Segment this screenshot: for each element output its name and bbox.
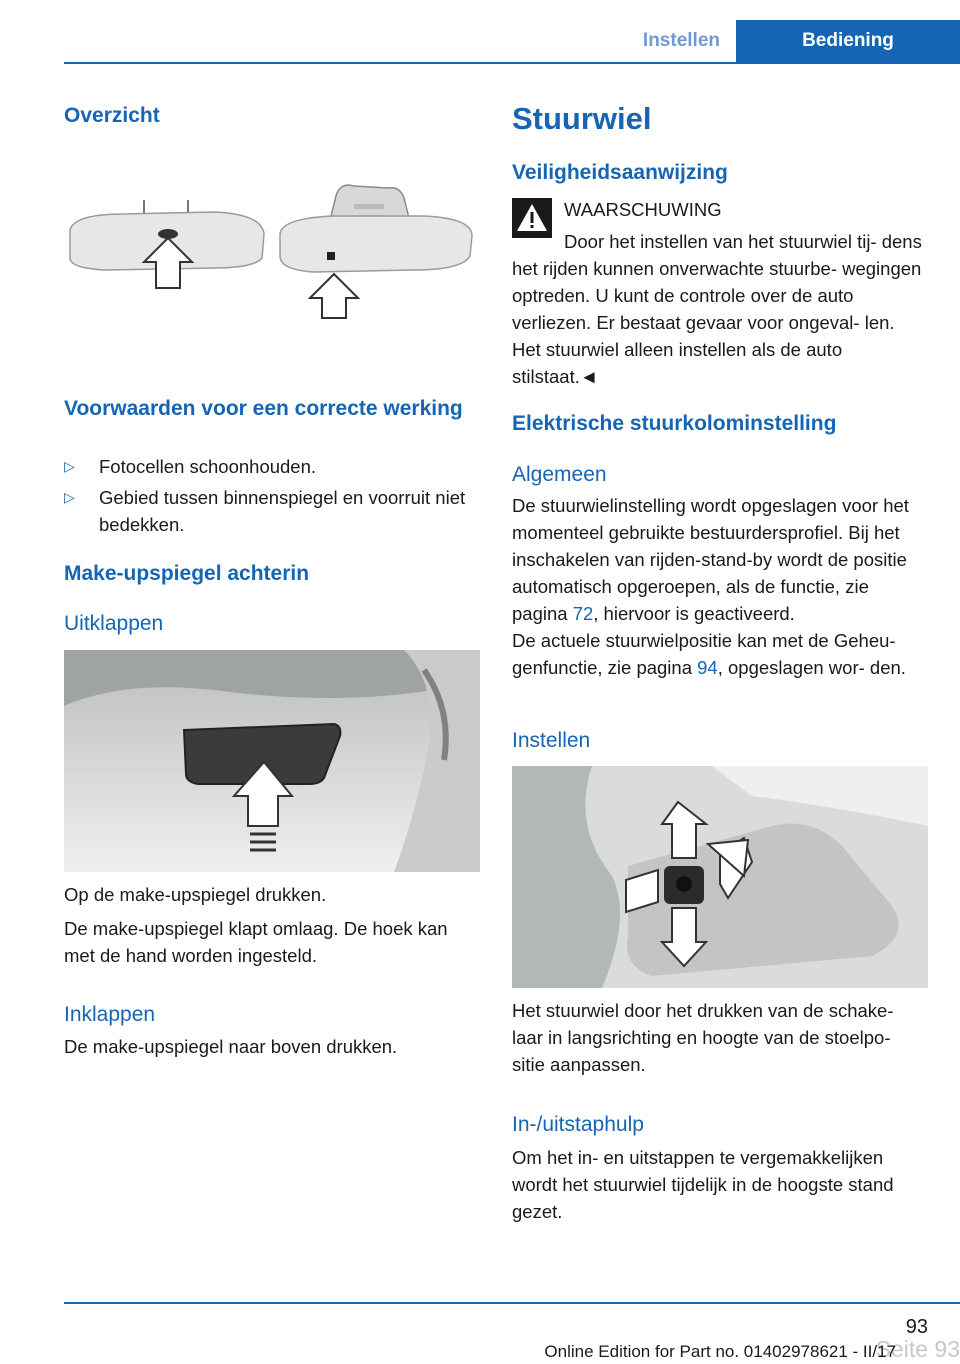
- inklappen-paragraph: De make-upspiegel naar boven drukken.: [64, 1036, 398, 1057]
- instellen-paragraph: Het stuurwiel door het drukken van de schake- laar in langsrichting en hoogte van de stoelpo- sitie aanpassen.: [512, 1000, 894, 1075]
- uitklappen-paragraph-1: Op de make-upspiegel drukken.: [64, 884, 327, 905]
- page-link-72[interactable]: 72: [572, 603, 594, 624]
- list-item: [64, 453, 480, 480]
- heading-uitklappen: Uitklappen: [64, 612, 164, 635]
- page-number: 93: [905, 1316, 928, 1338]
- heading-veiligheidsaanwijzing: Veiligheidsaanwijzing: [512, 161, 728, 184]
- heading-overzicht: Overzicht: [64, 104, 160, 127]
- list-item-text: Gebied tussen binnenspiegel en voorruit niet bedekken.: [99, 487, 466, 535]
- page-footer: [64, 1302, 960, 1364]
- tab-instellen[interactable]: Instellen: [642, 30, 720, 51]
- edition-text: Online Edition for Part no. 01402978621 - II/17: [544, 1342, 896, 1361]
- tab-bediening[interactable]: Bediening: [736, 20, 960, 62]
- makeup-mirror-photo: [64, 650, 480, 872]
- instap-paragraph: Om het in- en uitstappen te vergemakkelijken wordt het stuurwiel tijdelijk in de hoogste stand gezet.: [512, 1147, 894, 1222]
- heading-algemeen: Algemeen: [512, 463, 607, 486]
- warning-label: WAARSCHUWING: [564, 199, 722, 220]
- heading-make-upspiegel: Make-upspiegel achterin: [64, 562, 310, 585]
- algemeen-paragraph-2: De actuele stuurwielpositie kan met de Geheu- genfunctie, zie pagina 94, opgeslagen wor- den.: [512, 630, 906, 678]
- heading-in-uitstaphulp: In-/uitstaphulp: [512, 1113, 644, 1136]
- uitklappen-paragraph-2: De make-upspiegel klapt omlaag. De hoek kan met de hand worden ingesteld.: [64, 918, 448, 966]
- interior-mirror-illustration: [64, 178, 480, 368]
- triangle-bullet-icon: ▷: [64, 458, 75, 474]
- heading-stuurwiel: Stuurwiel: [512, 101, 652, 136]
- heading-instellen: Instellen: [512, 729, 591, 752]
- list-item: [64, 484, 480, 538]
- heading-voorwaarden: Voorwaarden voor een correcte werking: [64, 397, 463, 420]
- heading-inklappen: Inklappen: [64, 1003, 156, 1026]
- algemeen-paragraph-1: De stuurwielinstelling wordt opgeslagen voor het momenteel gebruikte bestuurdersprofiel. Bij het inschakelen van rijden-stand-by wordt de positie automatisch opgeroepen, als de functie, zie pagina 72, hiervoor is geactiveerd.: [512, 495, 909, 624]
- list-item-text: Fotocellen schoonhouden.: [99, 456, 317, 477]
- page-link-94[interactable]: 94: [697, 657, 718, 678]
- page-header: [64, 0, 960, 64]
- triangle-bullet-icon: ▷: [64, 489, 75, 505]
- watermark-text: Seite 93: [875, 1336, 960, 1362]
- warning-text: Door het instellen van het stuurwiel tij- dens het rijden kunnen onverwachte stuurbe- wegingen optreden. U kunt de controle over de auto verliezen. Er bestaat gevaar voor ongeval- len. Het stuurwiel alleen instellen als de auto stilstaat.◄: [512, 231, 922, 387]
- heading-elektrische-stuurkolominstelling: Elektrische stuurkolominstelling: [512, 412, 837, 435]
- steering-column-switch-photo: [512, 766, 928, 988]
